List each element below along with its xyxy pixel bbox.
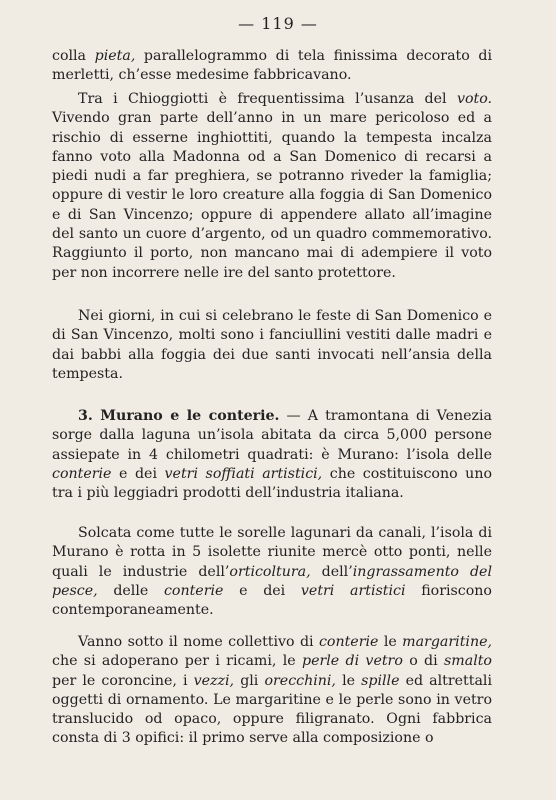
italic-term: vetri soffiati artistici, bbox=[164, 465, 323, 482]
paragraph-voto bbox=[52, 90, 492, 283]
italic-term: ingrassamento del pesce, bbox=[52, 563, 492, 599]
text-span: dell’ bbox=[310, 563, 353, 580]
paragraph-pieta bbox=[52, 47, 492, 86]
text-span: Vivendo gran parte dell’anno in un mare pericoloso ed a rischio di esserne inghiottiti, quando la tempesta incalza fanno voto alla Madonna od a San Domenico di recarsi a piedi nudi a far preghiera, se potranno riveder la famiglia; oppure di vestir le loro creature alla foggia di San Domenico e di San Vincenzo; oppure di appendere allato all’imagine del santo un cuore d’argento, od un quadro commemorativo. Raggiunto il porto, non mancano mai di adempiere il voto per non incorrere nelle ire del santo protettore. bbox=[52, 110, 492, 281]
text-span: o di bbox=[402, 653, 444, 670]
italic-term: smalto bbox=[444, 653, 492, 670]
italic-term: conterie bbox=[318, 634, 379, 650]
section-title: 3. Murano e le conterie. bbox=[78, 408, 280, 424]
text-span: e dei bbox=[111, 465, 165, 482]
paragraph-text bbox=[52, 524, 492, 620]
text-span: ed altrettali oggetti di ornamento. Le margaritine e le perle sono in vetro translucido od opaco, oppure filigranato. Ogni fabbrica consta di 3 opifici: il primo serve alla composizione o bbox=[52, 672, 492, 747]
text-span: — A tramontana di Venezia sorge dalla laguna un’isola abitata da circa 5,000 persone assiepate in 4 chilometri quadrati: è Murano: l’isola delle bbox=[52, 408, 492, 463]
text-span: e dei bbox=[223, 582, 301, 599]
text-span: le bbox=[335, 672, 362, 689]
italic-term: voto. bbox=[456, 91, 492, 107]
paragraph-murano bbox=[52, 407, 492, 503]
italic-term: vetri artistici bbox=[300, 582, 406, 599]
italic-term: margaritine, bbox=[402, 634, 492, 650]
text-span: Solcata come tutte le sorelle lagunari da canali, l’isola di Murano è rotta in 5 isolette riunite mercè otto ponti, nelle quali le industrie dell’ bbox=[52, 525, 492, 580]
paragraph-text bbox=[52, 633, 492, 749]
italic-term: conterie bbox=[52, 465, 112, 482]
text-span: delle bbox=[97, 582, 164, 599]
italic-term: conterie bbox=[163, 582, 224, 599]
paragraph-conterie bbox=[52, 633, 492, 749]
italic-term: pieta, bbox=[94, 48, 136, 64]
text-span: fioriscono contemporaneamente. bbox=[52, 582, 492, 619]
italic-term: orticoltura, bbox=[229, 563, 311, 580]
italic-term: perle di vetro bbox=[301, 653, 403, 670]
italic-term: vezzi, bbox=[193, 672, 235, 689]
paragraph-text bbox=[52, 90, 492, 283]
text-span: che costituiscono uno tra i più leggiadri prodotti dell’industria italiana. bbox=[52, 465, 492, 502]
text-span: colla bbox=[52, 48, 95, 64]
paragraph-feste bbox=[52, 307, 492, 384]
italic-term: spille bbox=[361, 672, 400, 689]
paragraph-text bbox=[52, 407, 492, 503]
paragraph-text bbox=[52, 47, 492, 86]
page-number: — 119 — bbox=[238, 14, 318, 33]
text-span: per le coroncine, i bbox=[52, 672, 194, 689]
paragraph-text: Nei giorni, in cui si celebrano le feste di San Domenico e di San Vincenzo, molti sono i fanciullini vestiti dalle madri e dai babbi alla foggia dei due santi invocati nell’ansia della tempesta. bbox=[52, 308, 492, 382]
text-span: le bbox=[378, 634, 403, 650]
paragraph-isolette bbox=[52, 524, 492, 620]
text-span: parallelogrammo di tela finissima decorato di merletti, ch’esse medesime fabbricavano. bbox=[52, 48, 493, 84]
text-span: che si adoperano per i ricami, le bbox=[52, 653, 302, 670]
text-span: Vanno sotto il nome collettivo di bbox=[78, 634, 319, 650]
text-span: Tra i Chioggiotti è frequentissima l’usanza del bbox=[78, 91, 457, 107]
italic-term: orecchini, bbox=[264, 672, 336, 689]
text-span: gli bbox=[234, 672, 265, 689]
